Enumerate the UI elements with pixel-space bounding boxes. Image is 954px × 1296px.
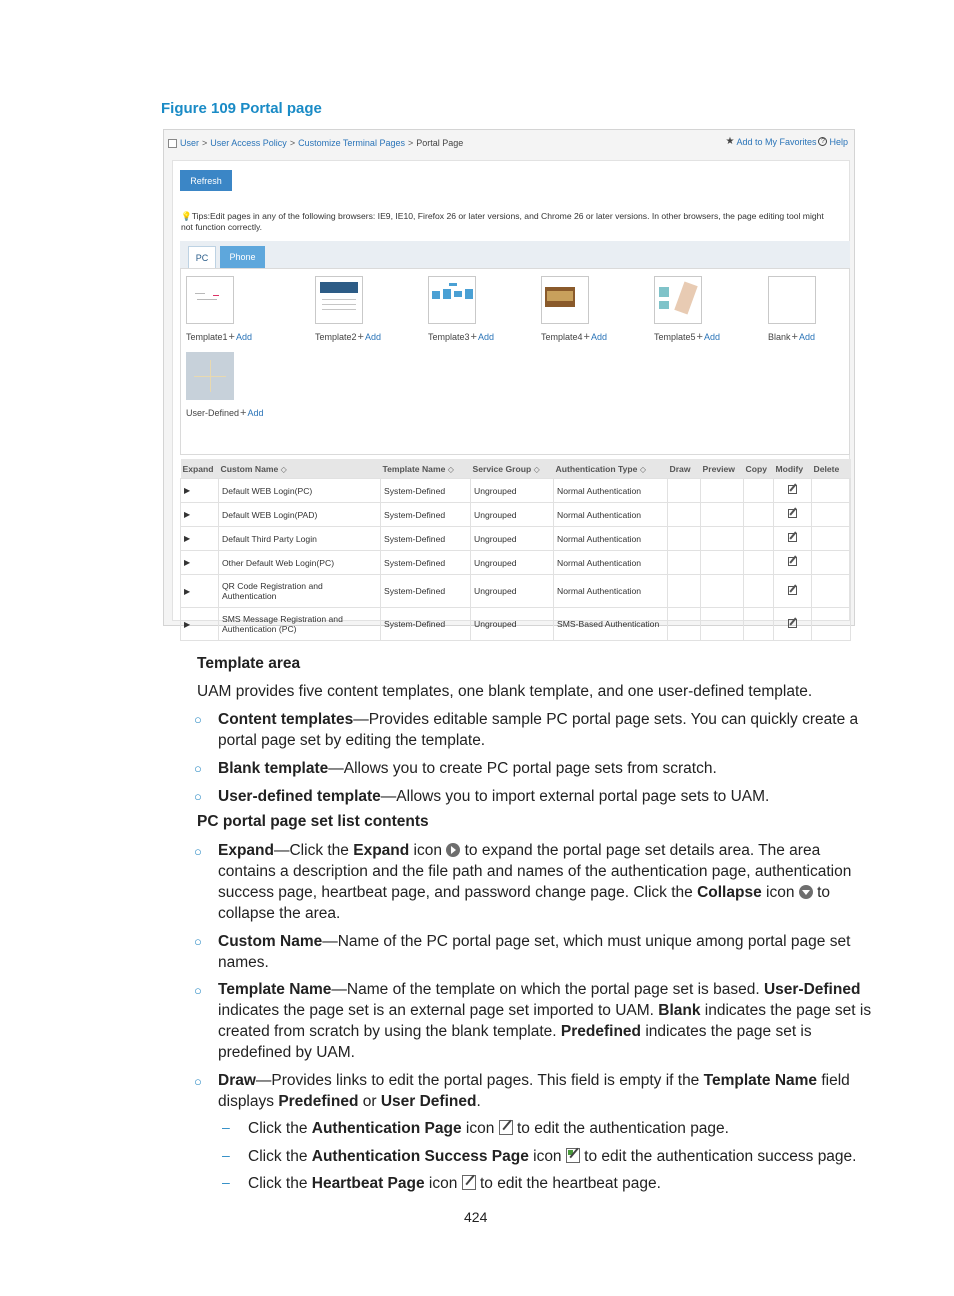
modify-icon [788,509,797,518]
plus-icon: + [228,331,235,343]
user-defined-thumbnail [186,352,234,400]
breadcrumb: User > User Access Policy > Customize Terminal Pages > Portal Page [168,136,463,150]
help-icon: ? [818,137,827,146]
portal-page-screenshot [163,129,855,634]
add-template1-link[interactable]: Add [235,332,252,342]
expand-icon: ▶ [184,558,191,567]
modify-icon [788,586,797,595]
custom-name-item: Custom Name—Name of the PC portal page set, which must unique among portal page set names. [218,933,851,971]
modify-icon [788,485,797,494]
table-row: ▶ Default WEB Login(PAD) System-Defined Ungrouped Normal Authentication [181,503,851,527]
expand-icon: ▶ [184,486,191,495]
add-template4-link[interactable]: Add [590,332,607,342]
col-delete: Delete [812,459,851,479]
bullet-icon: ○ [194,712,202,727]
expand-item: Expand—Click the Expand icon to expand the portal page set details area. The area contains a description and the file path and names of the authentication page, authentication success page, heartbeat page, and password change page. Click the Collapse icon to collapse the area. [218,842,852,922]
auth-success-page-item: Click the Authentication Success Page icon to edit the authentication success page. [248,1148,857,1165]
plus-icon: + [470,331,477,343]
col-draw: Draw [668,459,701,479]
lightbulb-icon: 💡 [181,211,192,221]
collapse-icon [799,885,813,899]
table-row: ▶ Default WEB Login(PC) System-Defined Ungrouped Normal Authentication [181,479,851,503]
breadcrumb-user-access-policy[interactable]: User Access Policy [210,138,287,148]
list-contents-heading: PC portal page set list contents [197,813,429,830]
figure-caption: Figure 109 Portal page [161,100,322,117]
expand-icon: ▶ [184,534,191,543]
tab-pc[interactable]: PC [188,246,216,268]
heartbeat-page-icon [462,1175,476,1190]
blank-template-item: Blank template—Allows you to create PC portal page sets from scratch. [218,760,717,777]
bullet-icon: ○ [194,844,202,859]
help-link[interactable]: Help [829,136,848,147]
col-modify: Modify [774,459,812,479]
template2-thumbnail [315,276,363,324]
template-area-heading: Template area [197,655,301,672]
tips-text: 💡Tips:Edit pages in any of the following browsers: IE9, IE10, Firefox 26 or later versions, and Chrome 26 or later versions. In other browsers, the page editing tool might not function correctly. [181,211,824,232]
add-template3-link[interactable]: Add [477,332,494,342]
template-area-intro: UAM provides five content templates, one blank template, and one user-defined template. [197,683,813,700]
expand-icon [446,843,460,857]
dash-bullet: – [222,1119,230,1135]
modify-icon [788,533,797,542]
table-row: ▶ Default Third Party Login System-Defined Ungrouped Normal Authentication [181,527,851,551]
template-card [428,276,494,343]
bullet-icon: ○ [194,983,202,998]
tab-bar [180,241,850,268]
content-templates-item: Content templates—Provides editable sample PC portal page sets. You can quickly create a portal page set by editing the template. [218,711,859,749]
breadcrumb-user[interactable]: User [180,138,200,148]
plus-icon: + [583,331,590,343]
add-template2-link[interactable]: Add [364,332,381,342]
sort-icon: ◇ [280,464,287,474]
template-card [186,276,252,343]
bullet-icon: ○ [194,789,202,804]
tab-phone[interactable]: Phone [220,246,265,268]
template-card [186,352,263,419]
template-name-item: Template Name—Name of the template on which the portal page set is based. User-Defined indicates the page set is an external page set imported to UAM. Blank indicates the page set is created from scratch by using the blank template. Predefined indicates the page set is predefined by UAM. [218,981,872,1061]
template3-thumbnail [428,276,476,324]
portal-page-set-table [180,459,851,641]
plus-icon: + [357,331,364,343]
dash-bullet: – [222,1174,230,1190]
sort-icon: ◇ [639,464,647,474]
authentication-success-page-icon [566,1148,580,1163]
breadcrumb-current: Portal Page [416,138,464,148]
modify-icon [788,619,797,628]
template4-thumbnail [541,276,589,324]
table-row: ▶ Other Default Web Login(PC) System-Defined Ungrouped Normal Authentication [181,551,851,575]
template5-thumbnail [654,276,702,324]
template-name: Template5 [654,332,696,342]
bullet-icon: ○ [194,761,202,776]
table-row: ▶ SMS Message Registration and Authentication (PC) System-Defined Ungrouped SMS-Based Authentication [181,608,851,641]
template-name: Template3 [428,332,470,342]
template-area [180,268,850,455]
sort-icon: ◇ [447,464,454,474]
favorites-star-icon: ★ [725,136,735,147]
template-card [768,276,816,343]
bullet-icon: ○ [194,934,202,949]
add-template5-link[interactable]: Add [703,332,720,342]
template-name: Blank [768,332,791,342]
table-row: ▶ QR Code Registration and Authentication System-Defined Ungrouped Normal Authentication [181,575,851,608]
col-copy: Copy [744,459,774,479]
col-service-group[interactable]: Service Group ◇ [471,459,554,479]
col-preview: Preview [701,459,744,479]
template-card [654,276,720,343]
page-number: 424 [464,1209,488,1225]
bullet-icon: ○ [194,1074,202,1089]
heartbeat-page-item: Click the Heartbeat Page icon to edit the heartbeat page. [248,1175,661,1192]
template-name: Template2 [315,332,357,342]
blank-template-thumbnail [768,276,816,324]
expand-icon: ▶ [184,619,191,629]
template-card [541,276,607,343]
col-template-name[interactable]: Template Name ◇ [381,459,471,479]
col-expand: Expand [181,459,219,479]
expand-icon: ▶ [184,510,191,519]
plus-icon: + [791,331,798,343]
expand-icon: ▶ [184,586,191,596]
col-custom-name[interactable]: Custom Name ◇ [219,459,381,479]
modify-icon [788,557,797,566]
template-name: Template4 [541,332,583,342]
plus-icon: + [240,407,247,419]
add-to-favorites-link[interactable]: Add to My Favorites [736,136,817,147]
sort-icon: ◇ [533,464,540,474]
authentication-page-icon [499,1120,513,1135]
add-user-defined-link[interactable]: Add [247,408,264,418]
refresh-button[interactable]: Refresh [180,170,232,191]
dash-bullet: – [222,1147,230,1163]
add-blank-link[interactable]: Add [798,332,815,342]
user-defined-template-item: User-defined template—Allows you to import external portal page sets to UAM. [218,788,770,805]
breadcrumb-customize-terminal-pages[interactable]: Customize Terminal Pages [298,138,405,148]
table-header-row [181,459,851,479]
content-panel [172,160,850,634]
auth-page-item: Click the Authentication Page icon to edit the authentication page. [248,1120,729,1137]
template1-thumbnail [186,276,234,324]
draw-item: Draw—Provides links to edit the portal pages. This field is empty if the Template Name field displays Predefined or User Defined. [218,1072,850,1110]
template-name: User-Defined [186,408,240,418]
template-name: Template1 [186,332,228,342]
plus-icon: + [696,331,703,343]
template-card [315,276,381,343]
user-icon [168,139,177,148]
header-links [725,136,848,147]
col-auth-type[interactable]: Authentication Type ◇ [554,459,668,479]
